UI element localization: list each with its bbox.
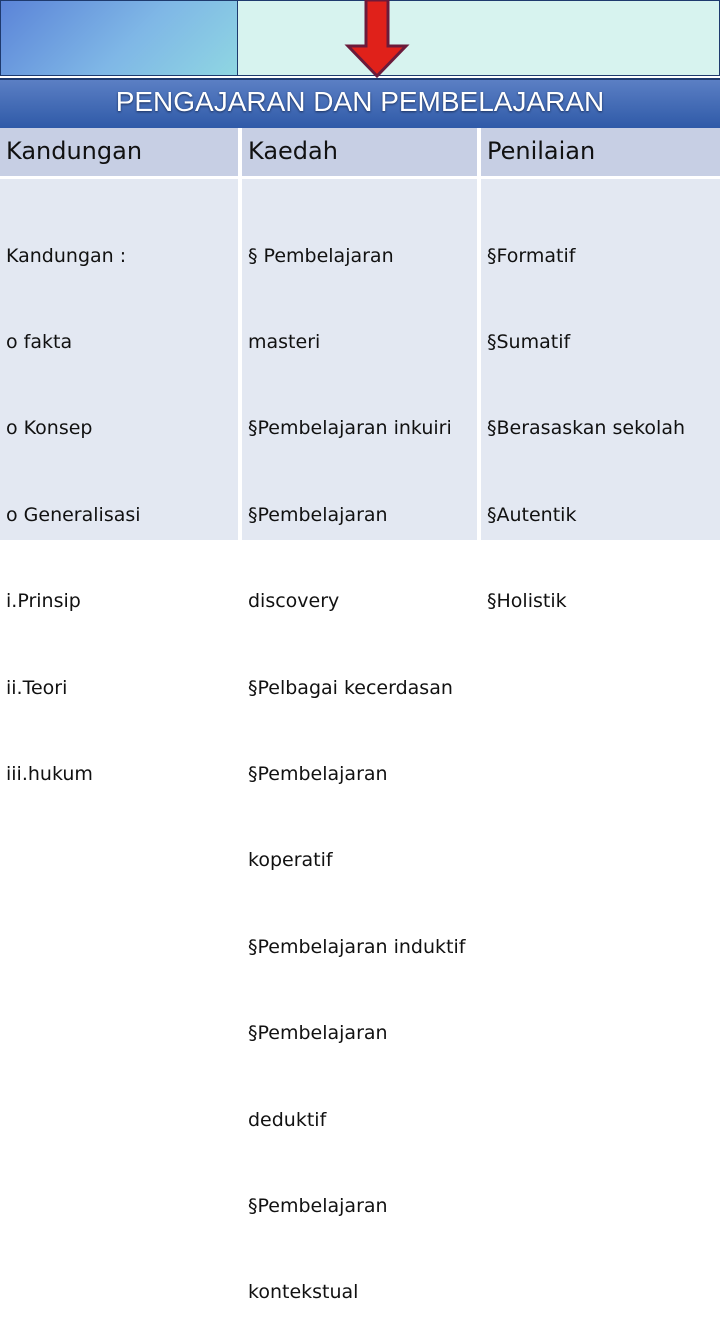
list-item: deduktif bbox=[248, 1108, 327, 1131]
list-item: §Pembelajaran bbox=[248, 762, 388, 785]
list-item: kontekstual bbox=[248, 1281, 359, 1304]
list-item: § Pembelajaran bbox=[248, 244, 394, 267]
list-item: §Berasaskan sekolah bbox=[487, 417, 686, 440]
list-item: §Formatif bbox=[487, 244, 576, 267]
list-item: discovery bbox=[248, 590, 340, 613]
list-item: o Generalisasi bbox=[6, 503, 141, 526]
header-kandungan: Kandungan bbox=[6, 137, 143, 165]
list-item: §Pembelajaran inkuiri bbox=[248, 417, 452, 440]
down-arrow-icon bbox=[344, 0, 410, 78]
list-item: Kandungan : bbox=[6, 244, 127, 267]
list-item: §Pembelajaran induktif bbox=[248, 935, 466, 958]
cell-penilaian bbox=[487, 184, 685, 645]
top-right-panel bbox=[238, 0, 720, 76]
column-divider bbox=[477, 128, 481, 540]
cell-kaedah bbox=[248, 184, 465, 1336]
list-item: §Sumatif bbox=[487, 330, 571, 353]
list-item: koperatif bbox=[248, 849, 333, 872]
list-item: §Holistik bbox=[487, 590, 567, 613]
list-item: i.Prinsip bbox=[6, 590, 81, 613]
cell-kandungan bbox=[6, 184, 141, 818]
list-item: iii.hukum bbox=[6, 762, 93, 785]
list-item: §Autentik bbox=[487, 503, 577, 526]
list-item: §Pembelajaran bbox=[248, 1194, 388, 1217]
header-penilaian: Penilaian bbox=[487, 137, 596, 165]
list-item: §Pelbagai kecerdasan bbox=[248, 676, 453, 699]
column-divider bbox=[238, 128, 242, 540]
row-divider bbox=[0, 176, 720, 179]
list-item: ii.Teori bbox=[6, 676, 68, 699]
list-item: masteri bbox=[248, 330, 321, 353]
page-title: PENGAJARAN DAN PEMBELAJARAN bbox=[115, 86, 605, 117]
list-item: §Pembelajaran bbox=[248, 503, 388, 526]
list-item: o Konsep bbox=[6, 417, 93, 440]
list-item: o fakta bbox=[6, 330, 73, 353]
list-item: §Pembelajaran bbox=[248, 1022, 388, 1045]
top-left-panel bbox=[0, 0, 238, 76]
header-kaedah: Kaedah bbox=[248, 137, 338, 165]
